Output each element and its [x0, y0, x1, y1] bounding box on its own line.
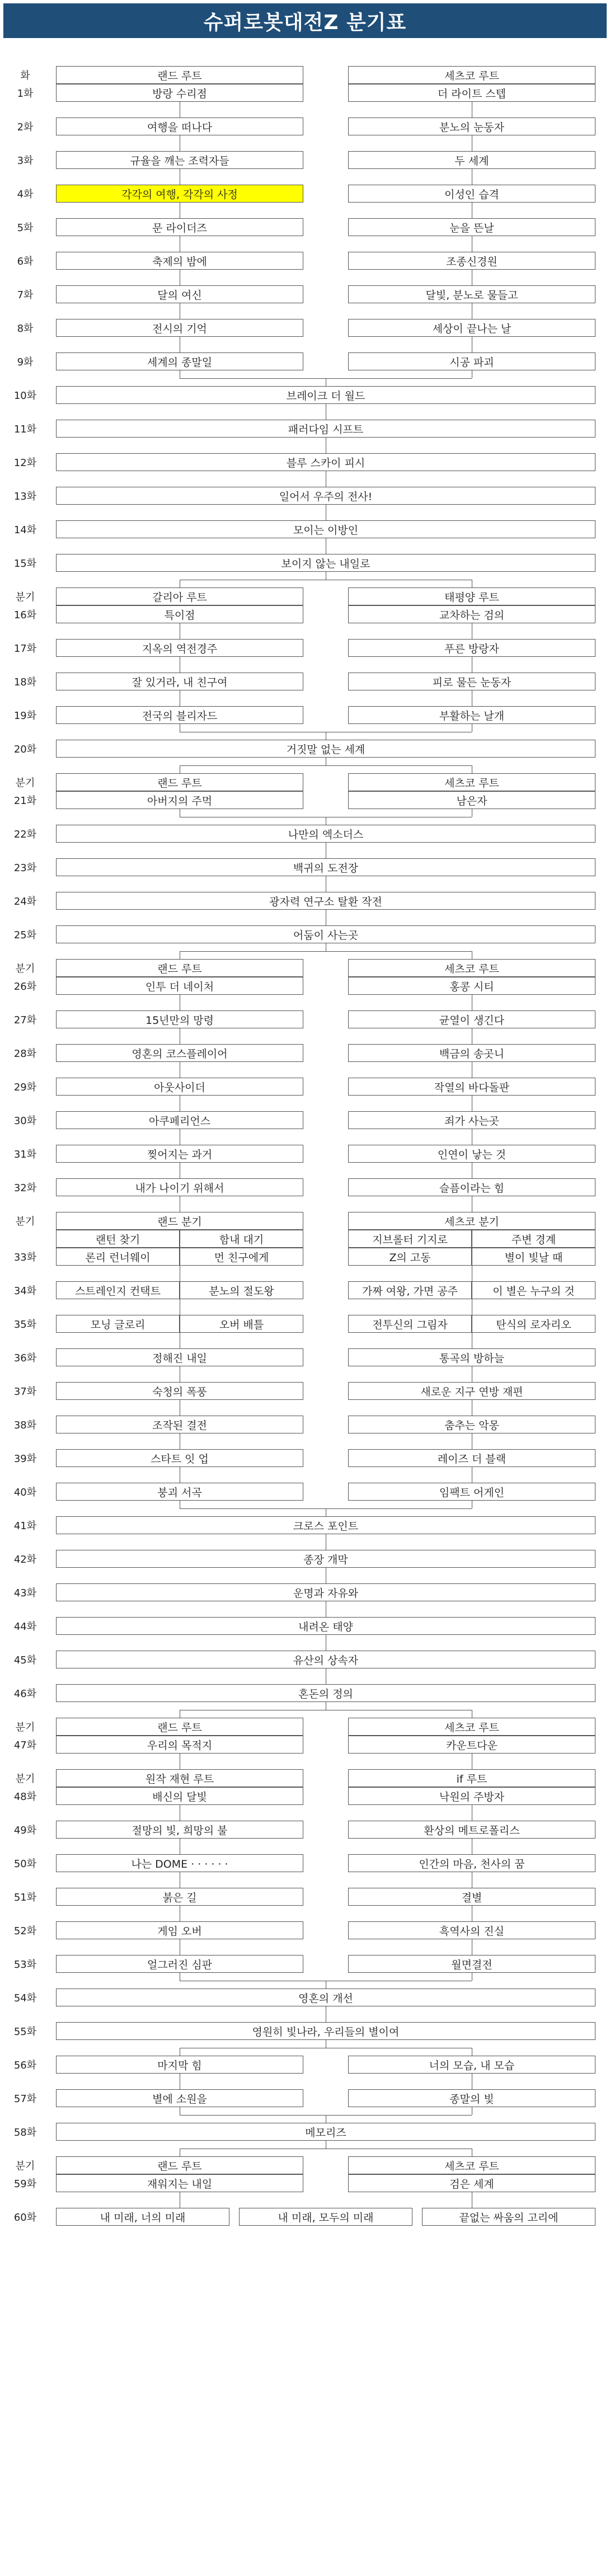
left-route-box: 각각의 여행, 각각의 사정	[56, 185, 303, 203]
row-label: 27화	[13, 1014, 37, 1026]
right-route-box: 균열이 생긴다	[348, 1010, 595, 1028]
episode-box: 거짓말 없는 세계	[56, 740, 595, 758]
left-route-box: 배신의 달빛	[56, 1787, 303, 1805]
row-label: 23화	[13, 862, 37, 874]
right-route-box: 세츠코 루트	[348, 66, 595, 84]
right-route-box: 환상의 메트로폴리스	[348, 1821, 595, 1839]
left-route-box: 오버 배틀	[180, 1315, 303, 1333]
row-label: 33화	[13, 1252, 37, 1263]
row-label: 4화	[17, 189, 34, 200]
episode-box: 광자력 연구소 탈환 작전	[56, 892, 595, 910]
episode-box: 종장 개막	[56, 1550, 595, 1568]
left-route-box: 잘 있거라, 내 친구여	[56, 673, 303, 690]
episode-box: 일어서 우주의 전사!	[56, 487, 595, 505]
right-route-box: 태평양 루트	[348, 587, 595, 605]
left-route-box: 인투 더 네이처	[56, 977, 303, 995]
left-route-box: 찢어지는 과거	[56, 1145, 303, 1163]
row-label: 26화	[13, 981, 37, 993]
right-route-box: 월면결전	[348, 1955, 595, 1973]
row-label: 24화	[13, 896, 37, 908]
left-route-box: 랜드 분기	[56, 1212, 303, 1230]
right-route-box: 지브롤터 기지로	[348, 1230, 472, 1248]
episode-box: 운명과 자유와	[56, 1583, 595, 1601]
row-label: 분기	[15, 1722, 35, 1733]
left-route-box: 랜드 루트	[56, 66, 303, 84]
right-route-box: 별이 빛날 때	[472, 1248, 595, 1266]
right-route-box: 더 라이트 스텝	[348, 84, 595, 102]
row-label: 50화	[13, 1858, 37, 1870]
left-route-box: 모닝 글로리	[56, 1315, 180, 1333]
left-route-box: 게임 오버	[56, 1921, 303, 1939]
row-label: 13화	[13, 491, 37, 502]
episode-box: 혼돈의 정의	[56, 1684, 595, 1702]
row-label: 52화	[13, 1925, 37, 1937]
row-label: 3화	[17, 155, 34, 167]
row-label: 35화	[13, 1319, 37, 1331]
row-label: 37화	[13, 1386, 37, 1398]
left-route-box: 우리의 목적지	[56, 1736, 303, 1754]
left-route-box: 함내 대기	[180, 1230, 303, 1248]
row-label: 분기	[15, 963, 35, 975]
row-label: 25화	[13, 929, 37, 941]
right-route-box: 시공 파괴	[348, 352, 595, 370]
row-label: 15화	[13, 558, 37, 570]
row-label: 44화	[13, 1621, 37, 1633]
left-route-box: 숙청의 폭풍	[56, 1382, 303, 1400]
row-label: 32화	[13, 1182, 37, 1194]
row-label: 47화	[13, 1740, 37, 1751]
left-route-box: 문 라이더즈	[56, 218, 303, 236]
left-route-box: 랜드 루트	[56, 2156, 303, 2174]
row-label: 36화	[13, 1352, 37, 1364]
episode-box: 블루 스카이 피시	[56, 453, 595, 471]
row-label: 20화	[13, 744, 37, 755]
right-route-box: 낙원의 주방자	[348, 1787, 595, 1805]
right-route-box: 슬픔이라는 힘	[348, 1178, 595, 1196]
left-route-box: 재워지는 내일	[56, 2174, 303, 2192]
left-route-box: 정해진 내일	[56, 1348, 303, 1366]
left-route-box: 원작 재현 루트	[56, 1769, 303, 1787]
right-route-box: 카운트다운	[348, 1736, 595, 1754]
left-route-box: 얼그러진 심판	[56, 1955, 303, 1973]
ending-box: 내 미래, 너의 미래	[56, 2208, 229, 2226]
row-label: 6화	[17, 256, 34, 267]
row-label: 45화	[13, 1654, 37, 1666]
left-route-box: 별에 소원을	[56, 2089, 303, 2107]
row-label: 11화	[13, 424, 37, 435]
left-route-box: 영혼의 코스플레이어	[56, 1044, 303, 1062]
left-route-box: 15년만의 망령	[56, 1010, 303, 1028]
episode-box: 크로스 포인트	[56, 1516, 595, 1534]
connector-line	[180, 951, 472, 952]
episode-box: 보이지 않는 내일로	[56, 554, 595, 572]
left-route-box: 아쿠페리언스	[56, 1111, 303, 1129]
right-route-box: 인간의 마음, 천사의 꿈	[348, 1854, 595, 1872]
row-label: 46화	[13, 1688, 37, 1700]
left-route-box: 특이점	[56, 605, 303, 623]
right-route-box: 죄가 사는곳	[348, 1111, 595, 1129]
right-route-box: 레이즈 더 블랙	[348, 1449, 595, 1467]
row-label: 분기	[15, 2160, 35, 2172]
episode-box: 어둠이 사는곳	[56, 925, 595, 943]
left-route-box: 랜드 루트	[56, 1718, 303, 1736]
right-route-box: 세츠코 루트	[348, 773, 595, 791]
right-route-box: 세상이 끝나는 날	[348, 319, 595, 337]
row-label: 분기	[15, 591, 35, 603]
row-label: 7화	[17, 289, 34, 301]
row-label: 5화	[17, 222, 34, 234]
right-route-box: 전투신의 그림자	[348, 1315, 472, 1333]
right-route-box: 분노의 눈동자	[348, 117, 595, 135]
right-route-box: 백금의 송곳니	[348, 1044, 595, 1062]
row-label	[3, 1230, 47, 1248]
row-label: 48화	[13, 1791, 37, 1803]
right-route-box: 작열의 바다돌판	[348, 1078, 595, 1096]
row-label: 60화	[13, 2212, 37, 2224]
episode-box: 내려온 태양	[56, 1617, 595, 1635]
row-label: 10화	[13, 390, 37, 402]
connector-line	[180, 765, 472, 766]
left-route-box: 마지막 힘	[56, 2056, 303, 2074]
right-route-box: 탄식의 로자리오	[472, 1315, 595, 1333]
row-label: 화	[20, 70, 30, 82]
right-route-box: 종말의 빛	[348, 2089, 595, 2107]
left-route-box: 전시의 기억	[56, 319, 303, 337]
episode-box: 브레이크 더 월드	[56, 386, 595, 404]
right-route-box: 결별	[348, 1888, 595, 1906]
row-label: 19화	[13, 710, 37, 722]
row-label: 40화	[13, 1487, 37, 1498]
row-label: 12화	[13, 457, 37, 469]
row-label: 31화	[13, 1149, 37, 1160]
episode-box: 모이는 이방인	[56, 520, 595, 538]
row-label: 34화	[13, 1285, 37, 1297]
row-label: 30화	[13, 1115, 37, 1127]
right-route-box: Z의 고동	[348, 1248, 472, 1266]
ending-box: 끝없는 싸움의 고리에	[422, 2208, 595, 2226]
row-label: 38화	[13, 1419, 37, 1431]
left-route-box: 아버지의 주먹	[56, 791, 303, 809]
row-label: 14화	[13, 524, 37, 536]
row-label: 분기	[15, 1773, 35, 1785]
row-label: 43화	[13, 1587, 37, 1599]
right-route-box: 피로 물든 눈동자	[348, 673, 595, 690]
row-label: 58화	[13, 2127, 37, 2138]
row-label: 51화	[13, 1892, 37, 1903]
row-label: 39화	[13, 1453, 37, 1465]
left-route-box: 전국의 블리자드	[56, 706, 303, 724]
right-route-box: 세츠코 루트	[348, 959, 595, 977]
left-route-box: 분노의 절도왕	[180, 1281, 303, 1299]
row-label: 54화	[13, 1992, 37, 2004]
right-route-box: 검은 세계	[348, 2174, 595, 2192]
right-route-box: 두 세계	[348, 151, 595, 169]
row-label: 분기	[15, 1216, 35, 1228]
left-route-box: 아웃사이더	[56, 1078, 303, 1096]
right-route-box: 통곡의 방하늘	[348, 1348, 595, 1366]
left-route-box: 조작된 결전	[56, 1416, 303, 1433]
left-route-box: 규율을 깨는 조력자들	[56, 151, 303, 169]
row-label: 21화	[13, 795, 37, 807]
episode-box: 나만의 엑소더스	[56, 825, 595, 843]
right-route-box: 흑역사의 진실	[348, 1921, 595, 1939]
row-label: 2화	[17, 121, 34, 133]
right-route-box: 이 별은 누구의 것	[472, 1281, 595, 1299]
row-label: 56화	[13, 2060, 37, 2071]
right-route-box: if 루트	[348, 1769, 595, 1787]
row-label: 18화	[13, 676, 37, 688]
left-route-box: 방랑 수리점	[56, 84, 303, 102]
left-route-box: 지옥의 역전경주	[56, 639, 303, 657]
row-label: 59화	[13, 2178, 37, 2190]
episode-box: 패러다임 시프트	[56, 420, 595, 438]
left-route-box: 붉은 길	[56, 1888, 303, 1906]
row-label: 22화	[13, 829, 37, 840]
episode-box: 메모리즈	[56, 2123, 595, 2141]
row-label: 분기	[15, 777, 35, 789]
right-route-box: 새로운 지구 연방 재편	[348, 1382, 595, 1400]
left-route-box: 먼 친구에게	[180, 1248, 303, 1266]
right-route-box: 눈을 뜬날	[348, 218, 595, 236]
row-label: 28화	[13, 1048, 37, 1060]
left-route-box: 내가 나이기 위해서	[56, 1178, 303, 1196]
left-route-box: 갈리아 루트	[56, 587, 303, 605]
right-route-box: 가짜 여왕, 가면 공주	[348, 1281, 472, 1299]
ending-box: 내 미래, 모두의 미래	[239, 2208, 412, 2226]
left-route-box: 축제의 밤에	[56, 252, 303, 270]
row-label: 1화	[17, 88, 34, 100]
episode-box: 영혼의 개선	[56, 1989, 595, 2006]
page-title: 슈퍼로봇대전Z 분기표	[3, 3, 607, 38]
left-route-box: 여행을 떠나다	[56, 117, 303, 135]
row-label: 42화	[13, 1554, 37, 1566]
row-label: 17화	[13, 643, 37, 655]
right-route-box: 세츠코 루트	[348, 2156, 595, 2174]
row-label: 41화	[13, 1520, 37, 1532]
right-route-box: 이성인 습격	[348, 185, 595, 203]
episode-box: 백귀의 도전장	[56, 858, 595, 876]
left-route-box: 절망의 빛, 희망의 불	[56, 1821, 303, 1839]
left-route-box: 붕괴 서곡	[56, 1483, 303, 1501]
left-route-box: 세계의 종말일	[56, 352, 303, 370]
right-route-box: 주변 경계	[472, 1230, 595, 1248]
row-label: 55화	[13, 2026, 37, 2038]
left-route-box: 론리 런너웨이	[56, 1248, 180, 1266]
row-label: 49화	[13, 1825, 37, 1836]
right-route-box: 교차하는 검의	[348, 605, 595, 623]
left-route-box: 스트레인지 컨택트	[56, 1281, 180, 1299]
right-route-box: 임팩트 어게인	[348, 1483, 595, 1501]
row-label: 57화	[13, 2093, 37, 2105]
right-route-box: 세츠코 분기	[348, 1212, 595, 1230]
right-route-box: 너의 모습, 내 모습	[348, 2056, 595, 2074]
right-route-box: 달빛, 분노로 물들고	[348, 285, 595, 303]
right-route-box: 춤추는 악몽	[348, 1416, 595, 1433]
right-route-box: 홍콩 시티	[348, 977, 595, 995]
row-label: 29화	[13, 1082, 37, 1093]
left-route-box: 랜드 루트	[56, 773, 303, 791]
left-route-box: 스타트 잇 업	[56, 1449, 303, 1467]
right-route-box: 세츠코 루트	[348, 1718, 595, 1736]
row-label: 8화	[17, 323, 34, 335]
episode-box: 유산의 상속자	[56, 1651, 595, 1668]
right-route-box: 조종신경원	[348, 252, 595, 270]
row-label: 16화	[13, 609, 37, 621]
left-route-box: 나는 DOME · · · · · ·	[56, 1854, 303, 1872]
row-label: 9화	[17, 356, 34, 368]
episode-box: 영원히 빛나라, 우리들의 별이여	[56, 2022, 595, 2040]
left-route-box: 랜드 루트	[56, 959, 303, 977]
row-label: 53화	[13, 1959, 37, 1971]
right-route-box: 남은자	[348, 791, 595, 809]
right-route-box: 푸른 방랑자	[348, 639, 595, 657]
left-route-box: 랜턴 찾기	[56, 1230, 180, 1248]
right-route-box: 인연이 낳는 것	[348, 1145, 595, 1163]
right-route-box: 부활하는 날개	[348, 706, 595, 724]
left-route-box: 달의 여신	[56, 285, 303, 303]
